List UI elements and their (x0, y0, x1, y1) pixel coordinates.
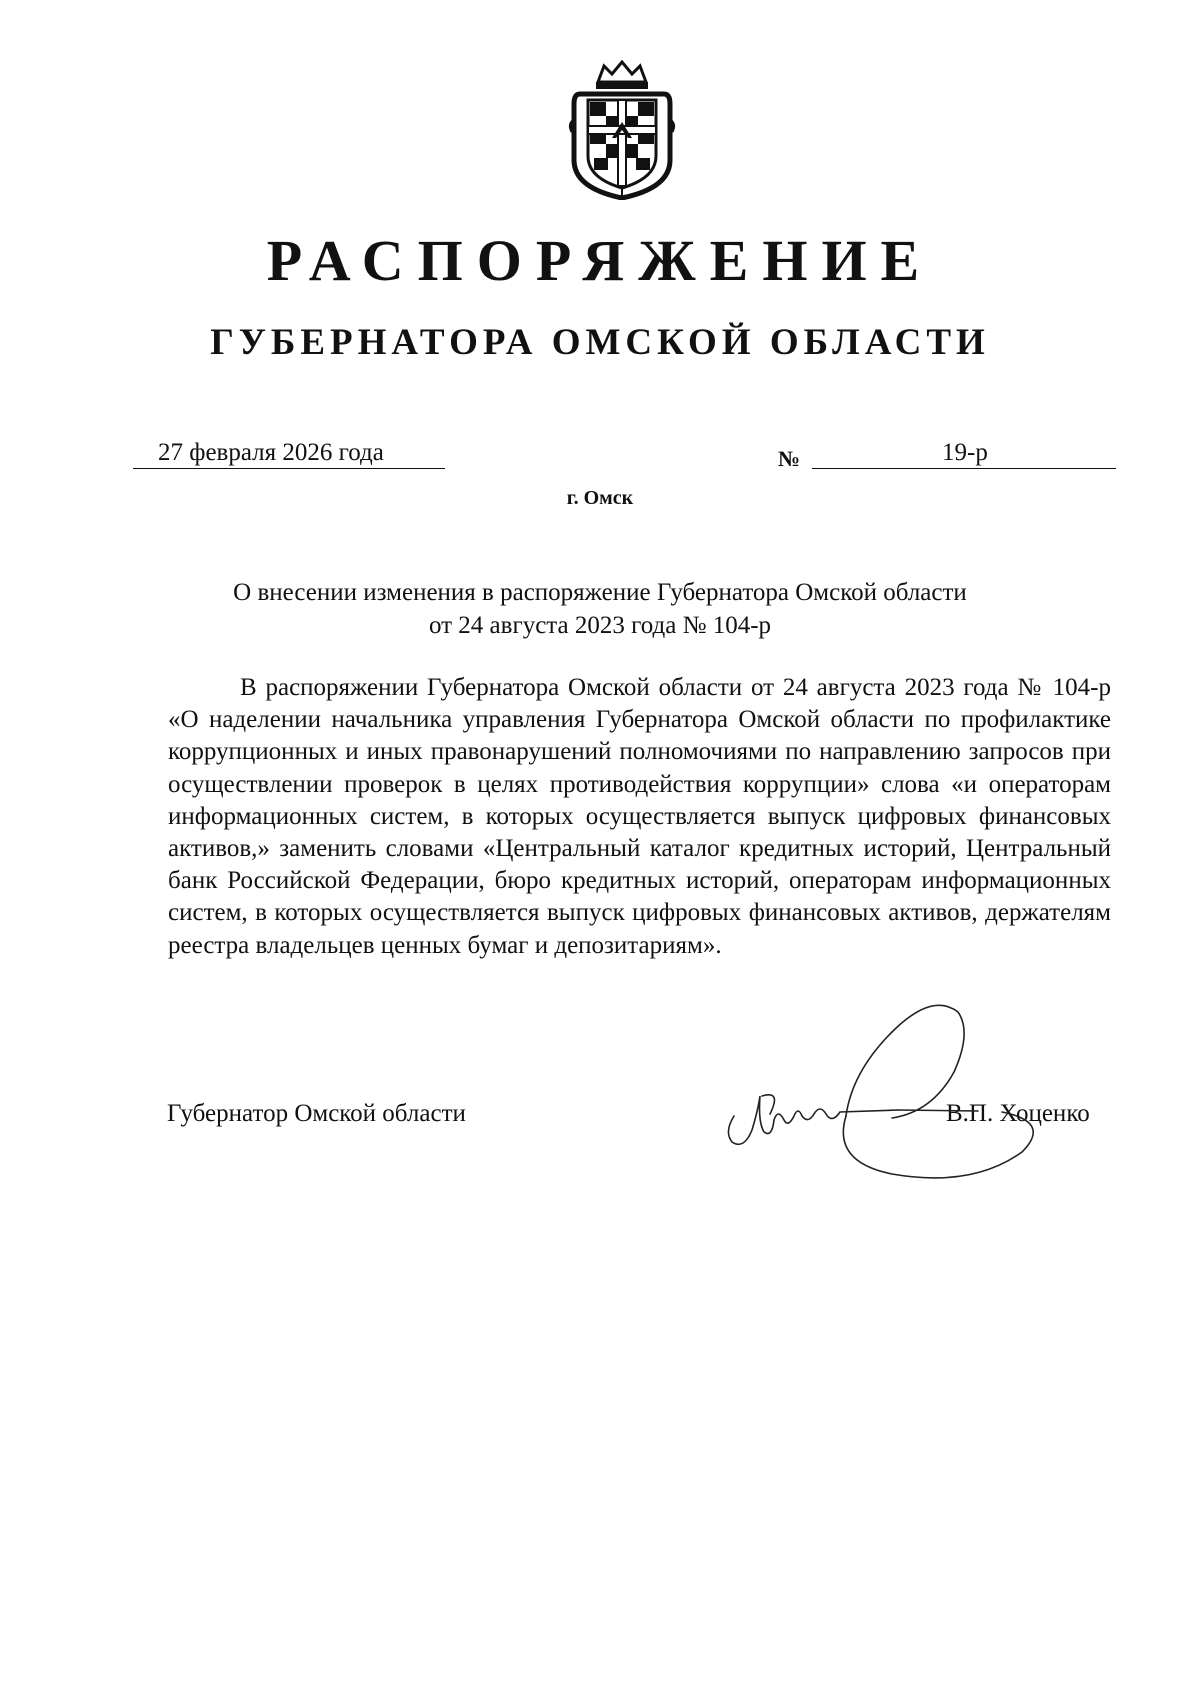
coat-of-arms-icon (568, 60, 676, 200)
body-paragraph: В распоряжении Губернатора Омской области от 24 августа 2023 года № 104-р «О наделении начальника управления Губернатора Омской области по профилактике коррупционных и иных правонарушений полномочиями по направлению запросов при осуществлении проверок в целях противодействия коррупции» слова «и операторам информационных систем, в которых осуществляется выпуск цифровых финансовых активов,» заменить словами «Центральный каталог кредитных историй, Центральный банк Российской Федерации, бюро кредитных историй, операторам информационных систем, в которых осуществляется выпуск цифровых финансовых активов, держателям реестра владельцев ценных бумаг и депозитариям». (168, 674, 1111, 959)
document-body (168, 672, 1111, 962)
signer-title: Губернатор Омской области (167, 1100, 466, 1127)
document-date-field (133, 438, 445, 469)
document-number: 19-р (942, 439, 988, 466)
handwritten-signature (722, 992, 1062, 1184)
document-date: 27 февраля 2026 года (158, 439, 384, 466)
signer-name: В.П. Хоценко (946, 1100, 1090, 1127)
document-type-heading: РАСПОРЯЖЕНИЕ (266, 228, 934, 293)
issuer-heading: ГУБЕРНАТОРА ОМСКОЙ ОБЛАСТИ (210, 322, 990, 363)
subject-line-2: от 24 августа 2023 года № 104-р (428, 612, 772, 639)
document-city: г. Омск (566, 487, 634, 509)
document-number-field (812, 438, 1116, 469)
document-number-label: № (778, 446, 801, 471)
subject-line-1: О внесении изменения в распоряжение Губернатора Омской области (233, 579, 967, 606)
document-subject (150, 576, 1050, 642)
